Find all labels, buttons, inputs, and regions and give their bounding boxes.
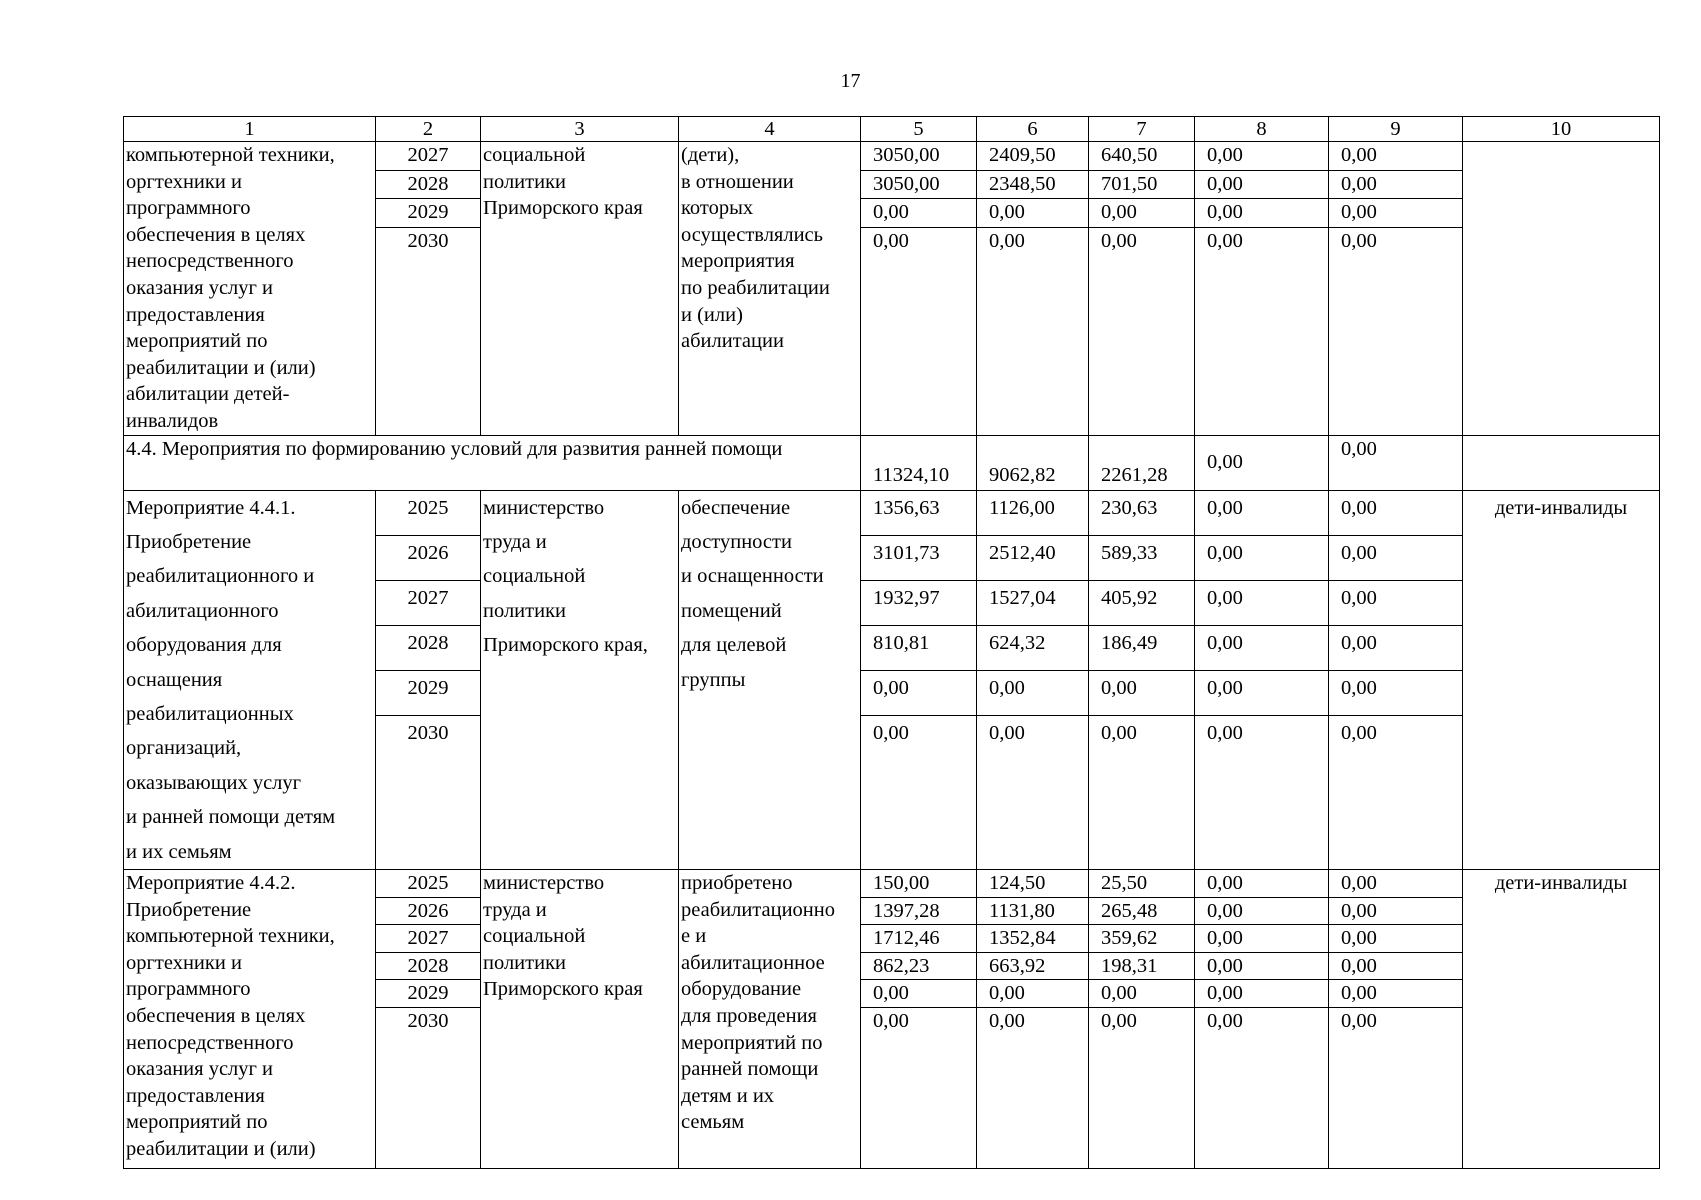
- value-cell-c8: 0,00: [1195, 897, 1329, 925]
- value-cell-c5: 0,00: [861, 670, 977, 715]
- value-cell-c8: 0,00: [1195, 142, 1329, 171]
- year-cell: 2030: [376, 227, 481, 435]
- program-table: [123, 116, 1660, 1169]
- value-cell-c7: 0,00: [1089, 199, 1195, 228]
- year-cell: 2028: [376, 170, 481, 199]
- value-cell-c7: 589,33: [1089, 535, 1195, 580]
- value-cell-c8: 0,00: [1195, 580, 1329, 625]
- value-cell-c6: 663,92: [977, 952, 1089, 980]
- value-cell-c6: 624,32: [977, 625, 1089, 670]
- value-cell-c5: 0,00: [861, 980, 977, 1008]
- value-cell-c8: 0,00: [1195, 170, 1329, 199]
- value-cell-c8: 0,00: [1195, 625, 1329, 670]
- value-cell-c6: 1527,04: [977, 580, 1089, 625]
- value-cell-c9: 0,00: [1329, 1007, 1463, 1168]
- value-cell-c7: 0,00: [1089, 670, 1195, 715]
- value-cell-c6: 124,50: [977, 870, 1089, 898]
- value-cell-c7: 186,49: [1089, 625, 1195, 670]
- header-cell: 5: [861, 117, 977, 142]
- value-cell-c7: 0,00: [1089, 227, 1195, 435]
- year-cell: 2029: [376, 199, 481, 228]
- target-group-cell: [1463, 142, 1660, 436]
- value-cell-c9: 0,00: [1329, 142, 1463, 171]
- value-cell-c5: 0,00: [861, 715, 977, 869]
- result-cell: приобретено реабилитационно е и абилитационное оборудование для проведения мероприятий по ранней помощи детям и их семьям: [679, 870, 861, 1169]
- year-cell: 2029: [376, 670, 481, 715]
- value-cell-c6: 2348,50: [977, 170, 1089, 199]
- target-group-cell: дети-инвалиды: [1463, 870, 1660, 1169]
- value-cell-c8: 0,00: [1195, 925, 1329, 953]
- value-cell-c7: 230,63: [1089, 490, 1195, 535]
- value-cell-c6: 0,00: [977, 715, 1089, 869]
- value-cell-c9: 0,00: [1329, 715, 1463, 869]
- measure-name-cell: Мероприятие 4.4.1. Приобретение реабилитационного и абилитационного оборудования для оснащения реабилитационных организаций, оказывающих услуг и ранней помощи детям и их семьям: [124, 490, 376, 869]
- header-cell: 9: [1329, 117, 1463, 142]
- value-cell-c5: 150,00: [861, 870, 977, 898]
- value-cell-c9: 0,00: [1329, 980, 1463, 1008]
- value-cell-c6: 2512,40: [977, 535, 1089, 580]
- value-cell-c7: 0,00: [1089, 980, 1195, 1008]
- executor-cell: министерство труда и социальной политики Приморского края,: [481, 490, 679, 869]
- value-cell-c5: 3101,73: [861, 535, 977, 580]
- value-cell-c8: 0,00: [1195, 490, 1329, 535]
- value-cell-c6: 0,00: [977, 1007, 1089, 1168]
- header-cell: 7: [1089, 117, 1195, 142]
- value-cell-c7: 0,00: [1089, 1007, 1195, 1168]
- measure-name-cell: Мероприятие 4.4.2. Приобретение компьютерной техники, оргтехники и программного обеспечения в целях непосредственного оказания услуг и предоставления мероприятий по реабилитации и (или): [124, 870, 376, 1169]
- value-cell-c8: 0,00: [1195, 227, 1329, 435]
- value-cell-c9: 0,00: [1329, 870, 1463, 898]
- value-cell-c6: 0,00: [977, 980, 1089, 1008]
- page-number: 17: [840, 70, 861, 92]
- section-value-c6: 9062,82: [977, 435, 1089, 490]
- value-cell-c7: 198,31: [1089, 952, 1195, 980]
- value-cell-c7: 405,92: [1089, 580, 1195, 625]
- value-cell-c5: 862,23: [861, 952, 977, 980]
- value-cell-c7: 0,00: [1089, 715, 1195, 869]
- header-cell: 1: [124, 117, 376, 142]
- table-row: [124, 870, 1660, 898]
- value-cell-c9: 0,00: [1329, 490, 1463, 535]
- year-cell: 2027: [376, 925, 481, 953]
- header-cell: 8: [1195, 117, 1329, 142]
- value-cell-c7: 359,62: [1089, 925, 1195, 953]
- value-cell-c6: 1131,80: [977, 897, 1089, 925]
- value-cell-c8: 0,00: [1195, 535, 1329, 580]
- value-cell-c6: 1126,00: [977, 490, 1089, 535]
- year-cell: 2029: [376, 980, 481, 1008]
- table-row: [124, 142, 1660, 171]
- value-cell-c5: 810,81: [861, 625, 977, 670]
- value-cell-c9: 0,00: [1329, 580, 1463, 625]
- target-group-cell: дети-инвалиды: [1463, 490, 1660, 869]
- value-cell-c6: 0,00: [977, 227, 1089, 435]
- measure-name-cell: компьютерной техники, оргтехники и программного обеспечения в целях непосредственного оказания услуг и предоставления мероприятий по реабилитации и (или) абилитации детей- инвалидов: [124, 142, 376, 436]
- year-cell: 2027: [376, 142, 481, 171]
- value-cell-c5: 0,00: [861, 199, 977, 228]
- executor-cell: министерство труда и социальной политики Приморского края: [481, 870, 679, 1169]
- value-cell-c8: 0,00: [1195, 1007, 1329, 1168]
- header-cell: 2: [376, 117, 481, 142]
- year-cell: 2026: [376, 535, 481, 580]
- value-cell-c8: 0,00: [1195, 715, 1329, 869]
- section-title-cell: 4.4. Мероприятия по формированию условий для развития ранней помощи: [124, 435, 861, 490]
- year-cell: 2025: [376, 490, 481, 535]
- header-cell: 3: [481, 117, 679, 142]
- value-cell-c7: 701,50: [1089, 170, 1195, 199]
- year-cell: 2030: [376, 715, 481, 869]
- section-row: [124, 435, 1660, 490]
- value-cell-c5: 0,00: [861, 227, 977, 435]
- value-cell-c8: 0,00: [1195, 952, 1329, 980]
- value-cell-c9: 0,00: [1329, 925, 1463, 953]
- year-cell: 2028: [376, 625, 481, 670]
- value-cell-c7: 25,50: [1089, 870, 1195, 898]
- value-cell-c7: 265,48: [1089, 897, 1195, 925]
- year-cell: 2030: [376, 1007, 481, 1168]
- executor-cell: социальной политики Приморского края: [481, 142, 679, 436]
- value-cell-c6: 1352,84: [977, 925, 1089, 953]
- header-cell: 10: [1463, 117, 1660, 142]
- result-cell: обеспечение доступности и оснащенности помещений для целевой группы: [679, 490, 861, 869]
- value-cell-c9: 0,00: [1329, 952, 1463, 980]
- section-value-c8: 0,00: [1195, 435, 1329, 490]
- value-cell-c8: 0,00: [1195, 980, 1329, 1008]
- value-cell-c5: 3050,00: [861, 170, 977, 199]
- section-value-c7: 2261,28: [1089, 435, 1195, 490]
- value-cell-c8: 0,00: [1195, 670, 1329, 715]
- year-cell: 2028: [376, 952, 481, 980]
- header-row: [124, 117, 1660, 142]
- value-cell-c9: 0,00: [1329, 227, 1463, 435]
- header-cell: 6: [977, 117, 1089, 142]
- header-cell: 4: [679, 117, 861, 142]
- section-value-c9: 0,00: [1329, 435, 1463, 490]
- year-cell: 2025: [376, 870, 481, 898]
- value-cell-c5: 1397,28: [861, 897, 977, 925]
- target-group-cell: [1463, 435, 1660, 490]
- table-row: [124, 490, 1660, 535]
- value-cell-c9: 0,00: [1329, 199, 1463, 228]
- value-cell-c9: 0,00: [1329, 170, 1463, 199]
- value-cell-c9: 0,00: [1329, 535, 1463, 580]
- value-cell-c8: 0,00: [1195, 870, 1329, 898]
- value-cell-c5: 0,00: [861, 1007, 977, 1168]
- year-cell: 2027: [376, 580, 481, 625]
- value-cell-c5: 1712,46: [861, 925, 977, 953]
- value-cell-c5: 1932,97: [861, 580, 977, 625]
- value-cell-c8: 0,00: [1195, 199, 1329, 228]
- value-cell-c5: 1356,63: [861, 490, 977, 535]
- value-cell-c9: 0,00: [1329, 670, 1463, 715]
- value-cell-c6: 2409,50: [977, 142, 1089, 171]
- value-cell-c9: 0,00: [1329, 897, 1463, 925]
- value-cell-c7: 640,50: [1089, 142, 1195, 171]
- value-cell-c5: 3050,00: [861, 142, 977, 171]
- result-cell: (дети), в отношении которых осуществлялись мероприятия по реабилитации и (или) абилитации: [679, 142, 861, 436]
- value-cell-c6: 0,00: [977, 670, 1089, 715]
- value-cell-c9: 0,00: [1329, 625, 1463, 670]
- section-value-c5: 11324,10: [861, 435, 977, 490]
- year-cell: 2026: [376, 897, 481, 925]
- table-body: [124, 117, 1660, 1169]
- value-cell-c6: 0,00: [977, 199, 1089, 228]
